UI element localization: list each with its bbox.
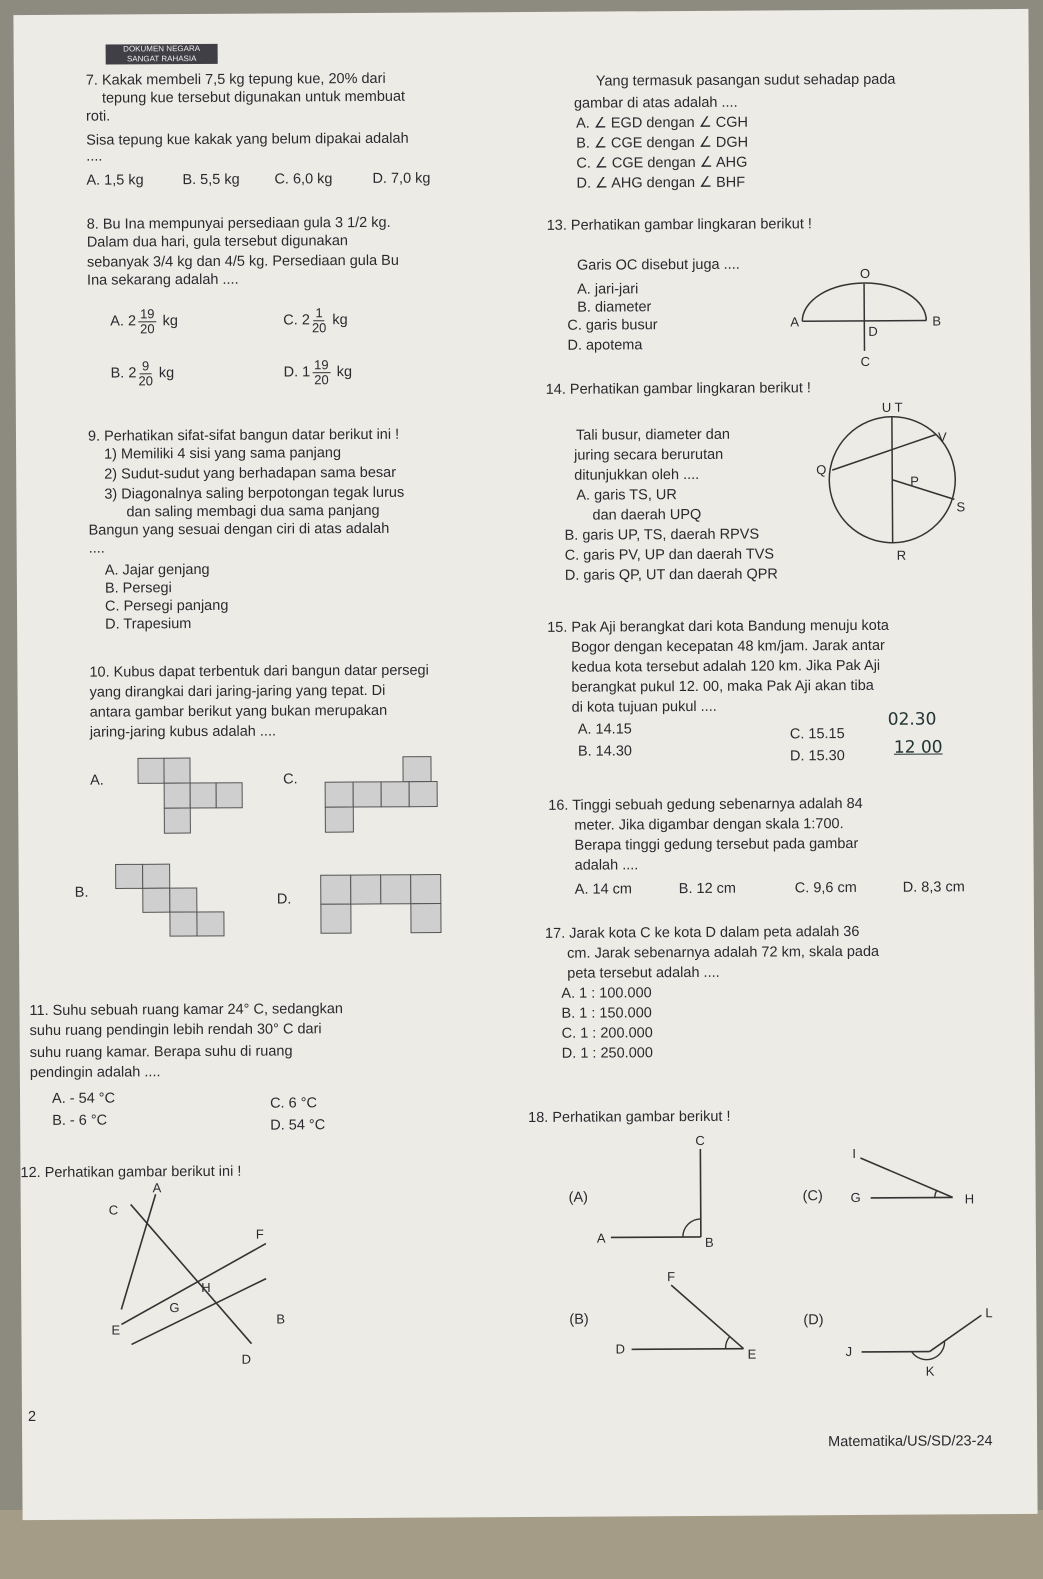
q13-label-o: O bbox=[859, 265, 871, 281]
q9-property-3: 3) Diagonalnya saling berpotongan tegak lurus bbox=[104, 484, 405, 503]
q11-line4: pendingin adalah .... bbox=[29, 1064, 161, 1082]
q13-label-d: D bbox=[868, 323, 878, 339]
qr-intro-line1: Yang termasuk pasangan sudut sehadap pada bbox=[595, 71, 896, 90]
q8-line1: 8. Bu Ina mempunyai persediaan gula 3 1/2 kg. bbox=[86, 214, 391, 233]
q18-label-h: H bbox=[964, 1191, 975, 1207]
q16-line3: Berapa tinggi gedung tersebut pada gambar bbox=[574, 835, 859, 854]
q9-property-2: 2) Sudut-sudut yang berhadapan sama besar bbox=[104, 464, 397, 483]
q13-option-b: B. diameter bbox=[577, 299, 652, 316]
q13-line2: Garis OC disebut juga .... bbox=[576, 256, 740, 274]
q10-net-a bbox=[136, 756, 247, 847]
q14-line2: Tali busur, diameter dan bbox=[575, 426, 730, 444]
q10-net-d bbox=[319, 872, 460, 963]
q18-label-g: G bbox=[850, 1189, 861, 1206]
q14-circle-figure bbox=[806, 389, 967, 563]
q7-line1: 7. Kakak membeli 7,5 kg tepung kue, 20% dari bbox=[85, 70, 386, 89]
q16-option-c: C. 9,6 cm bbox=[794, 879, 857, 897]
q9-line1: 9. Perhatikan sifat-sifat bangun datar berikut ini ! bbox=[87, 426, 400, 445]
q16-line4: adalah .... bbox=[574, 857, 639, 874]
q13-option-d: D. apotema bbox=[567, 337, 643, 354]
q14-label-s: S bbox=[956, 499, 966, 515]
q10-line1: 10. Kubus dapat terbentuk dari bangun datar persegi bbox=[89, 662, 429, 681]
q14-option-b: B. garis UP, TS, daerah RPVS bbox=[564, 526, 760, 544]
q13-option-c: C. garis busur bbox=[567, 317, 658, 334]
q15-option-a: A. 14.15 bbox=[577, 721, 632, 738]
q13-label-c: C bbox=[860, 353, 870, 369]
q13-option-a: A. jari-jari bbox=[577, 281, 639, 298]
q12-label-e: E bbox=[111, 1322, 121, 1338]
q14-label-v: V bbox=[937, 429, 947, 445]
q8-line4: Ina sekarang adalah .... bbox=[86, 271, 239, 289]
q11-option-b: B. - 6 °C bbox=[52, 1112, 108, 1129]
q17-option-d: D. 1 : 250.000 bbox=[561, 1045, 653, 1062]
q8-option-c: C. 2 $\frac{1}{20}$ kg bbox=[283, 304, 348, 335]
q10-option-b: B. bbox=[74, 884, 89, 901]
q10-net-b bbox=[114, 862, 235, 963]
q7-line3: roti. bbox=[85, 108, 111, 125]
q15-line2: Bogor dengan kecepatan 48 km/jam. Jarak antar bbox=[571, 637, 885, 656]
q10-option-a: A. bbox=[90, 772, 104, 789]
q13-circle-figure bbox=[790, 265, 942, 369]
q8-option-a: A. 2 $\frac{19}{20}$ kg bbox=[110, 305, 178, 337]
q9-option-d: D. Trapesium bbox=[105, 616, 192, 633]
document-stamp: DOKUMEN NEGARA SANGAT RAHASIA bbox=[106, 44, 218, 65]
q17-option-a: A. 1 : 100.000 bbox=[561, 985, 652, 1002]
q18-label-e: E bbox=[747, 1346, 757, 1362]
q14-line1: 14. Perhatikan gambar lingkaran berikut ! bbox=[545, 380, 811, 398]
q15-line5: di kota tujuan pukul .... bbox=[571, 698, 717, 716]
q18-figure-a-label: (A) bbox=[568, 1189, 589, 1206]
q16-option-b: B. 12 cm bbox=[678, 880, 737, 898]
q18-label-f: F bbox=[667, 1269, 676, 1285]
q10-line3: antara gambar berikut yang bukan merupakan bbox=[89, 702, 388, 721]
background-surface bbox=[0, 1510, 1043, 1579]
q8-line2: Dalam dua hari, gula tersebut digunakan bbox=[86, 233, 349, 251]
q15-handwritten-note-2: 12 00 bbox=[893, 737, 943, 758]
q18-angle-b bbox=[611, 1267, 762, 1368]
qr-option-b: B. ∠ CGE dengan ∠ DGH bbox=[576, 134, 749, 152]
q7-line4: Sisa tepung kue kakak yang belum dipakai adalah bbox=[86, 130, 409, 149]
qr-option-a: A. ∠ EGD dengan ∠ CGH bbox=[576, 114, 749, 132]
q14-option-a: A. garis TS, UR bbox=[576, 487, 677, 504]
qr-option-d: D. ∠ AHG dengan ∠ BHF bbox=[576, 174, 746, 192]
q15-option-c: C. 15.15 bbox=[789, 726, 845, 743]
q9-option-a: A. Jajar genjang bbox=[104, 561, 210, 579]
q12-parallel-lines-figure bbox=[101, 1180, 292, 1384]
q16-option-a: A. 14 cm bbox=[574, 881, 633, 898]
q14-label-r: R bbox=[896, 547, 907, 563]
q17-line3: peta tersebut adalah .... bbox=[567, 964, 720, 982]
q18-label-j: J bbox=[845, 1344, 853, 1360]
page-number: 2 bbox=[27, 1409, 37, 1426]
q8-option-b: B. 2 $\frac{9}{20}$ kg bbox=[110, 357, 175, 389]
q18-label-a: A bbox=[596, 1230, 606, 1246]
q18-figure-b-label: (B) bbox=[569, 1311, 589, 1328]
q18-angle-a bbox=[590, 1132, 721, 1250]
q9-option-b: B. Persegi bbox=[104, 580, 172, 597]
q10-line4: jaring-jaring kubus adalah .... bbox=[89, 723, 277, 741]
q18-label-b: B bbox=[704, 1234, 714, 1250]
q15-line4: berangkat pukul 12. 00, maka Pak Aji akan tiba bbox=[571, 677, 874, 696]
q16-line2: meter. Jika digambar dengan skala 1:700. bbox=[574, 816, 844, 834]
q17-line2: cm. Jarak sebenarnya adalah 72 km, skala pada bbox=[567, 943, 880, 962]
q13-label-b: B bbox=[932, 313, 942, 329]
qr-option-c: C. ∠ CGE dengan ∠ AHG bbox=[576, 154, 748, 172]
q7-option-c: C. 6,0 kg bbox=[274, 171, 333, 188]
q14-label-q: Q bbox=[816, 462, 827, 478]
q15-line3: kedua kota tersebut adalah 120 km. Jika Pak Aji bbox=[571, 657, 881, 676]
q15-option-d: D. 15.30 bbox=[789, 748, 845, 765]
q7-line2: tepung kue tersebut digunakan untuk membuat bbox=[101, 88, 406, 107]
q18-figure-c-label: (C) bbox=[802, 1188, 823, 1205]
q18-line1: 18. Perhatikan gambar berikut ! bbox=[528, 1108, 731, 1126]
q14-option-d: D. garis QP, UT dan daerah QPR bbox=[564, 566, 778, 584]
q10-option-c: C. bbox=[283, 771, 298, 788]
q15-option-b: B. 14.30 bbox=[577, 743, 632, 760]
q16-line1: 16. Tinggi sebuah gedung sebenarnya adalah 84 bbox=[548, 795, 863, 814]
q12-line1: 12. Perhatikan gambar berikut ini ! bbox=[20, 1163, 242, 1182]
q12-label-c: C bbox=[108, 1202, 119, 1218]
q8-line3: sebanyak 3/4 kg dan 4/5 kg. Persediaan gula Bu bbox=[86, 252, 399, 271]
q17-line1: 17. Jarak kota C ke kota D dalam peta adalah 36 bbox=[544, 923, 860, 942]
q12-label-h: H bbox=[201, 1279, 211, 1295]
q16-option-d: D. 8,3 cm bbox=[902, 879, 965, 896]
q12-label-b: B bbox=[276, 1311, 286, 1327]
q8-option-d: D. 1 $\frac{19}{20}$ kg bbox=[283, 356, 353, 387]
q9-line2: Bangun yang sesuai dengan ciri di atas adalah bbox=[88, 520, 390, 539]
q12-label-g: G bbox=[169, 1300, 180, 1316]
q10-net-c bbox=[323, 755, 444, 846]
q18-figure-d-label: (D) bbox=[803, 1312, 824, 1329]
q18-label-c: C bbox=[695, 1132, 705, 1148]
q11-line2: suhu ruang pendingin lebih rendah 30° C dari bbox=[29, 1021, 322, 1040]
q10-option-d: D. bbox=[276, 891, 292, 908]
q14-option-a2: dan daerah UPQ bbox=[592, 506, 702, 524]
q15-line1: 15. Pak Aji berangkat dari kota Bandung menuju kota bbox=[547, 617, 890, 636]
q10-line2: yang dirangkai dari jaring-jaring yang tepat. Di bbox=[89, 682, 386, 701]
q18-label-l: L bbox=[985, 1305, 993, 1321]
q14-label-ut: U T bbox=[881, 399, 903, 415]
q17-option-c: C. 1 : 200.000 bbox=[561, 1025, 653, 1042]
q9-property-1: 1) Memiliki 4 sisi yang sama panjang bbox=[104, 445, 342, 463]
exam-page bbox=[13, 9, 1037, 1520]
q15-handwritten-note-1: 02.30 bbox=[887, 709, 937, 730]
q11-option-a: A. - 54 °C bbox=[51, 1090, 116, 1107]
q12-label-f: F bbox=[255, 1226, 264, 1242]
q11-line1: 11. Suhu sebuah ruang kamar 24° C, sedangkan bbox=[29, 1001, 344, 1020]
q7-option-a: A. 1,5 kg bbox=[86, 172, 144, 189]
q13-line1: 13. Perhatikan gambar lingkaran berikut ! bbox=[546, 216, 812, 234]
qr-intro-line2: gambar di atas adalah .... bbox=[573, 94, 738, 112]
q14-option-c: C. garis PV, UP dan daerah TVS bbox=[564, 546, 775, 564]
q11-line3: suhu ruang kamar. Berapa suhu di ruang bbox=[29, 1043, 293, 1062]
q14-line3: juring secara berurutan bbox=[574, 446, 724, 464]
q18-label-d: D bbox=[615, 1341, 626, 1357]
document-code: Matematika/US/SD/23-24 bbox=[828, 1433, 993, 1451]
q18-label-i: I bbox=[852, 1145, 857, 1162]
q9-property-3b: dan saling membagi dua sama panjang bbox=[126, 502, 380, 521]
q12-label-d: D bbox=[241, 1351, 252, 1367]
q17-option-b: B. 1 : 150.000 bbox=[561, 1005, 652, 1022]
q12-label-a: A bbox=[152, 1180, 162, 1196]
q18-angle-d bbox=[841, 1295, 992, 1386]
q7-option-d: D. 7,0 kg bbox=[372, 170, 431, 187]
q11-option-d: D. 54 °C bbox=[270, 1117, 326, 1134]
q7-option-b: B. 5,5 kg bbox=[182, 171, 240, 189]
q13-label-a: A bbox=[790, 314, 800, 330]
q18-angle-c bbox=[840, 1147, 980, 1218]
q18-label-k: K bbox=[925, 1363, 935, 1379]
q9-option-c: C. Persegi panjang bbox=[104, 597, 229, 615]
q11-option-c: C. 6 °C bbox=[270, 1095, 318, 1112]
q14-label-p: P bbox=[910, 473, 919, 489]
q7-line5: .... bbox=[86, 148, 103, 165]
q9-line3: .... bbox=[88, 540, 105, 557]
q14-line4: ditunjukkan oleh .... bbox=[574, 466, 700, 484]
